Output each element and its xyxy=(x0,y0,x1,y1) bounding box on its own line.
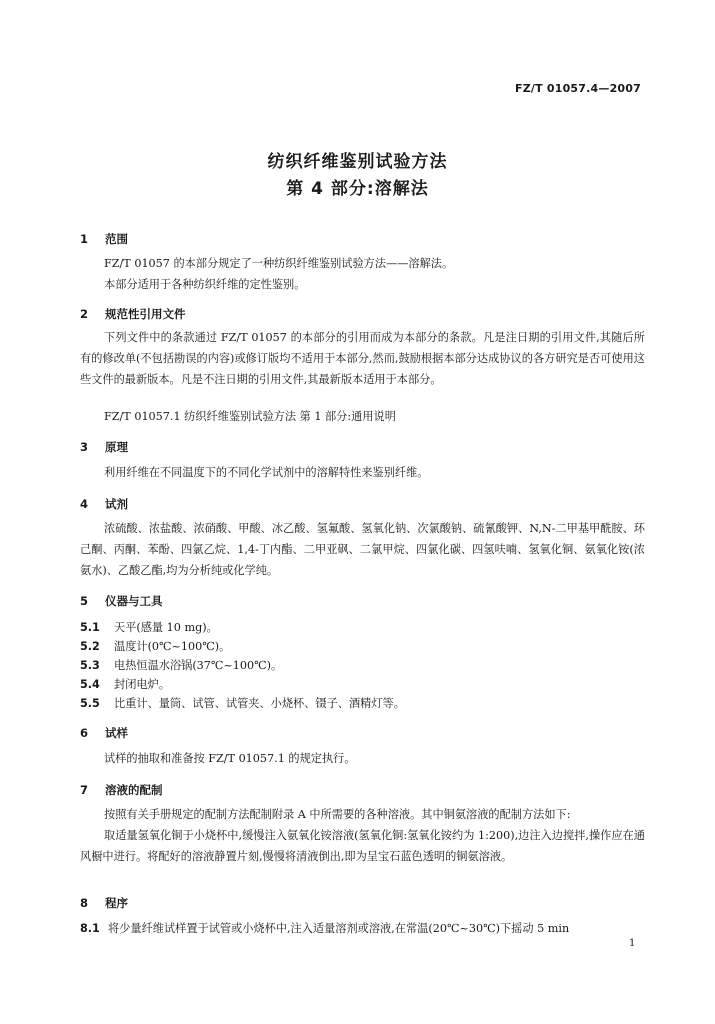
section-3-paragraph: 利用纤维在不同温度下的不同化学试剂中的溶解特性来鉴别纤维。 xyxy=(104,466,429,479)
section-title: 试样 xyxy=(105,726,128,740)
section-1-paragraph-1: FZ/T 01057 的本部分规定了一种纺织纤维鉴别试验方法——溶解法。 xyxy=(104,257,454,270)
item-text: 将少量纤维试样置于试管或小烧杯中,注入适量溶剂或溶液,在常温(20℃~30℃)下摇动 5 min xyxy=(108,922,570,935)
item-number: 5.3 xyxy=(80,659,100,672)
item-number: 5.4 xyxy=(80,678,100,691)
section-7-heading xyxy=(80,782,163,798)
section-3-heading xyxy=(80,439,128,455)
section-number: 2 xyxy=(80,307,89,321)
section-title: 试剂 xyxy=(105,497,128,511)
list-item xyxy=(80,657,282,673)
item-text: 温度计(0℃~100℃)。 xyxy=(114,640,231,653)
page-number: 1 xyxy=(629,938,636,949)
section-number: 4 xyxy=(80,497,89,511)
item-text: 天平(感量 10 mg)。 xyxy=(114,621,218,634)
section-title: 范围 xyxy=(105,232,128,246)
item-number: 5.2 xyxy=(80,640,100,653)
section-2-reference: FZ/T 01057.1 纺织纤维鉴别试验方法 第 1 部分:通用说明 xyxy=(104,410,396,423)
section-title: 规范性引用文件 xyxy=(105,307,186,321)
section-8-heading xyxy=(80,895,128,911)
item-number: 8.1 xyxy=(80,922,100,935)
section-number: 8 xyxy=(80,896,89,910)
section-6-heading xyxy=(80,725,128,741)
section-number: 6 xyxy=(80,726,89,740)
section-number: 7 xyxy=(80,783,89,797)
section-5-heading xyxy=(80,593,163,609)
section-6-paragraph: 试样的抽取和准备按 FZ/T 01057.1 的规定执行。 xyxy=(104,752,356,765)
item-text: 封闭电炉。 xyxy=(114,678,170,691)
document-title: 纺织纤维鉴别试验方法 xyxy=(267,152,448,172)
list-item xyxy=(80,920,569,936)
section-2-heading xyxy=(80,306,186,322)
list-item xyxy=(80,638,230,654)
item-number: 5.5 xyxy=(80,697,100,710)
document-subtitle: 第 4 部分:溶解法 xyxy=(286,179,429,199)
section-1-paragraph-2: 本部分适用于各种纺织纤维的定性鉴别。 xyxy=(104,278,306,291)
section-number: 3 xyxy=(80,440,89,454)
list-item xyxy=(80,676,170,692)
section-4-paragraph: 浓硫酸、浓盐酸、浓硝酸、甲酸、冰乙酸、氢氟酸、氢氧化钠、次氯酸钠、硫氰酸钾、N,N-二甲基甲酰胺、环己酮、丙酮、苯酚、四氯乙烷、1,4-丁内酯、二甲亚砜、二氯甲烷、四氯化碳、四氢呋喃、氢氧化铜、氨氧化铵(浓氨水)、乙酸乙酯,均为分析纯或化学纯。 xyxy=(80,522,645,577)
item-text: 电热恒温水浴锅(37℃~100℃)。 xyxy=(114,659,283,672)
standard-code: FZ/T 01057.4—2007 xyxy=(515,82,641,95)
section-7-paragraph-2: 取适量氢氧化铜于小烧杯中,缓慢注入氨氧化铵溶液(氢氧化铜:氢氧化铵约为 1:200),边注入边搅拌,操作应在通风橱中进行。将配好的溶液静置片刻,慢慢将清液倒出,即为呈宝石蓝色透明的铜氨溶液。 xyxy=(80,829,645,863)
item-number: 5.1 xyxy=(80,621,100,634)
item-text: 比重计、量筒、试管、试管夹、小烧杯、镊子、酒精灯等。 xyxy=(114,697,405,710)
section-4-heading xyxy=(80,496,128,512)
section-2-paragraph-1: 下列文件中的条款通过 FZ/T 01057 的本部分的引用而成为本部分的条款。凡是注日期的引用文件,其随后所有的修改单(不包括勘误的内容)或修订版均不适用于本部分,然而,鼓励根据本部分达成协议的各方研究是否可使用这些文件的最新版本。凡是不注日期的引用文件,其最新版本适用于本部分。 xyxy=(80,331,645,386)
section-number: 5 xyxy=(80,594,89,608)
section-title: 程序 xyxy=(105,896,128,910)
section-number: 1 xyxy=(80,232,89,246)
section-title: 仪器与工具 xyxy=(105,594,163,608)
list-item xyxy=(80,619,218,635)
list-item xyxy=(80,695,405,711)
section-7-paragraph-1: 按照有关手册规定的配制方法配制附录 A 中所需要的各种溶液。其中铜氨溶液的配制方法如下: xyxy=(104,808,571,821)
section-1-heading xyxy=(80,231,128,247)
section-title: 溶液的配制 xyxy=(105,783,163,797)
section-title: 原理 xyxy=(105,440,128,454)
